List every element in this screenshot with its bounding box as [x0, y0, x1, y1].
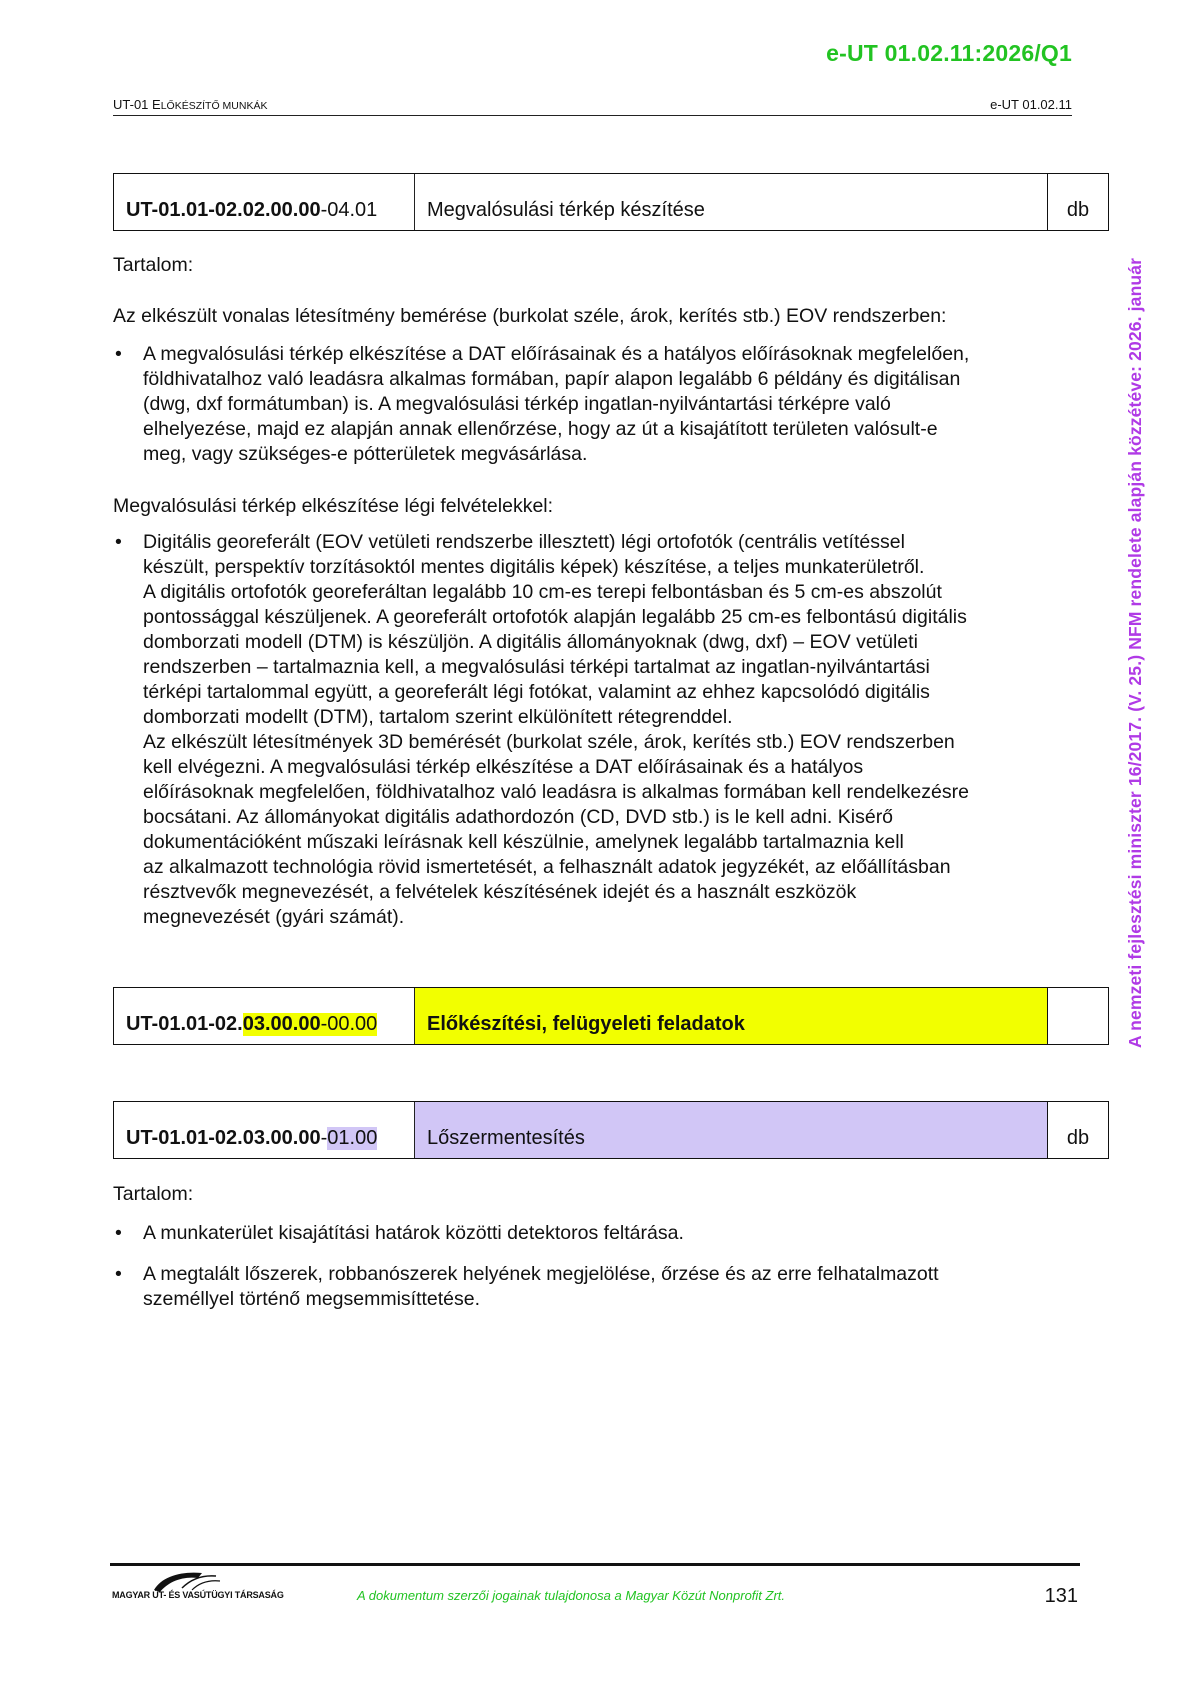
header-divider [113, 115, 1072, 116]
bullet-icon: • [115, 343, 122, 365]
bullet-item [113, 1262, 1088, 1312]
text-line: elhelyezése, majd ez alapján annak ellenőrzése, hogy az út a kisajátított területen valósult-e [143, 418, 938, 440]
text-line: dokumentációként műszaki leírásnak kell készülnie, amelynek legalább tartalmaznia kell [143, 831, 904, 853]
header-small-caps: LŐKÉSZÍTŐ MUNKÁK [160, 100, 268, 112]
intro-paragraph: Az elkészült vonalas létesítmény bemérése (burkolat széle, árok, kerítés stb.) EOV rendszerben: [113, 305, 947, 327]
footer-divider [110, 1563, 1080, 1566]
section-heading: Tartalom: [113, 1183, 194, 1205]
text-line: A megvalósulási térkép elkészítése a DAT előírásainak és a hatályos előírásoknak megfelelően, [143, 343, 970, 365]
text-line: meg, vagy szükséges-e pótterületek megvásárlása. [143, 443, 588, 465]
text-line: készült, perspektív torzításoktól mentes digitális képek) készítése, a teljes munkaterületről. [143, 556, 925, 578]
item-unit: db [1066, 199, 1090, 221]
item-name: Előkészítési, felügyeleti feladatok [415, 988, 1048, 1044]
text-line: domborzati modellt (DTM), tartalom szerint elkülönített rétegrenddel. [143, 706, 733, 728]
text-line: A digitális ortofotók georeferáltan legalább 10 cm-es terepi felbontásban és 5 cm-es abszolút [143, 581, 942, 603]
item-table-2 [113, 987, 1109, 1045]
text-line: A megtalált lőszerek, robbanószerek helyének megjelölése, őrzése és az erre felhatalmazott [143, 1263, 939, 1285]
text-line: megnevezését (gyári számát). [143, 906, 405, 928]
text-line: Digitális georeferált (EOV vetületi rendszerbe illesztett) légi ortofotók (centrális vetítéssel [143, 531, 905, 553]
header-prefix: UT-01 [113, 97, 153, 112]
bullet-icon: • [115, 1222, 122, 1244]
bullet-text [143, 342, 1088, 467]
bullet-text [143, 1221, 1088, 1246]
item-unit [1048, 988, 1108, 1044]
text-line: az alkalmazott technológia rövid ismertetését, a felhasznált adatok jegyzékét, az előállításban [143, 856, 951, 878]
bullet-icon: • [115, 531, 122, 553]
copyright-notice: A dokumentum szerzői jogainak tulajdonosa a Magyar Közút Nonprofit Zrt. [357, 1588, 786, 1603]
text-line: térképi tartalommal együtt, a georeferált légi fotókat, valamint az ehhez kapcsolódó digitális [143, 681, 930, 703]
bullet-text [143, 530, 1088, 930]
text-line: személlyel történő megsemmisíttetése. [143, 1288, 481, 1310]
item-name: Lőszermentesítés [415, 1102, 1048, 1158]
text-line: rendszerben – tartalmaznia kell, a megvalósulási térképi tartalmat az ingatlan-nyilvántartási [143, 656, 930, 678]
header-first-letter: E [152, 97, 161, 112]
item-table-3 [113, 1101, 1109, 1159]
section-heading: Tartalom: [113, 254, 194, 276]
running-header-right: e-UT 01.02.11 [990, 97, 1072, 112]
bullet-item [113, 530, 1088, 930]
logo-text: MAGYAR ÚT- ÉS VASÚTÜGYI TÁRSASÁG [112, 1590, 284, 1600]
text-line: kell elvégezni. A megvalósulási térkép elkészítése a DAT előírásainak és a hatályos [143, 756, 864, 778]
item-table-1 [113, 173, 1109, 231]
text-line: domborzati modell (DTM) is készüljön. A digitális állományoknak (dwg, dxf) – EOV vetületi [143, 631, 918, 653]
bullet-text [143, 1262, 1088, 1312]
publication-watermark: A nemzeti fejlesztési miniszter 16/2017. (V. 25.) NFM rendelete alapján közzétéve: 2026. január [1125, 257, 1145, 1048]
text-line: előírásoknak megfelelően, földhivatalhoz való leadásra is alkalmas formában kell rendelkezésre [143, 781, 969, 803]
item-code: UT-01.01-02.03.00.00 - 01.00 [114, 1102, 415, 1158]
item-name: Megvalósulási térkép készítése [415, 174, 1048, 230]
bullet-item [113, 1221, 1088, 1246]
company-logo [112, 1570, 284, 1610]
text-line: A munkaterület kisajátítási határok közötti detektoros feltárása. [143, 1222, 684, 1244]
text-line: bocsátani. Az állományokat digitális adathordozón (CD, DVD stb.) is le kell adni. Kisérő [143, 806, 894, 828]
text-line: földhivatalhoz való leadásra alkalmas formában, papír alapon legalább 6 példány és digitálisan [143, 368, 961, 390]
item-unit: db [1066, 1127, 1090, 1149]
bullet-item [113, 342, 1088, 467]
page-number: 131 [1044, 1585, 1078, 1607]
item-code: UT-01.01-02. 03.00.00 -00.00 [114, 988, 415, 1044]
bullet-icon: • [115, 1263, 122, 1285]
text-line: Az elkészült létesítmények 3D bemérését (burkolat széle, árok, kerítés stb.) EOV rendszerben [143, 731, 955, 753]
document-code: e-UT 01.02.11:2026/Q1 [826, 40, 1072, 66]
running-header-left [113, 97, 267, 112]
text-line: résztvevők megnevezését, a felvételek készítésének idejét és a használt eszközök [143, 881, 857, 903]
text-line: (dwg, dxf formátumban) is. A megvalósulási térkép ingatlan-nyilvántartási térképre való [143, 393, 891, 415]
text-line: pontossággal készüljenek. A georeferált ortofotók alapján legalább 25 cm-es felbontású digitális [143, 606, 967, 628]
subheading: Megvalósulási térkép elkészítése légi felvételekkel: [113, 495, 554, 517]
item-code: UT-01.01-02.02.00.00 -04.01 [114, 174, 415, 230]
